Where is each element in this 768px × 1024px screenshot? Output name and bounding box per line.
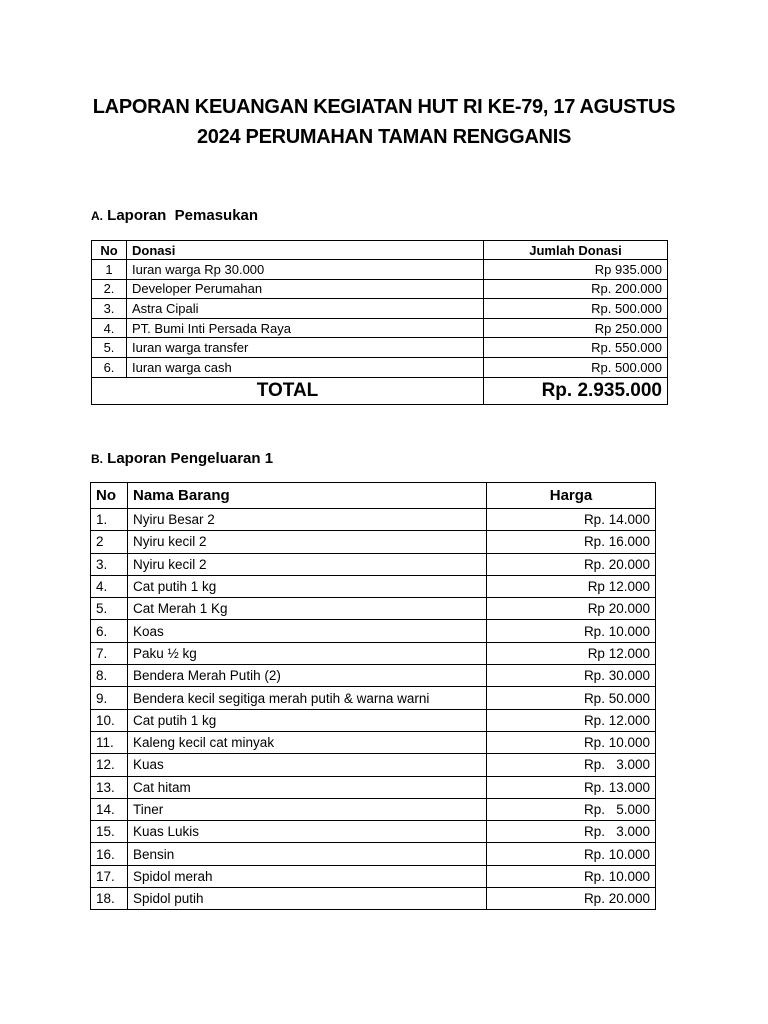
expense-table-row	[91, 843, 656, 865]
expense-cell-no: 18.	[91, 888, 128, 910]
expense-table-header-row	[91, 483, 656, 509]
expense-header-name: Nama Barang	[128, 483, 487, 509]
expense-cell-name: Cat hitam	[128, 776, 487, 798]
income-cell-no: 3.	[92, 299, 127, 319]
income-cell-name: PT. Bumi Inti Persada Raya	[127, 318, 484, 338]
expense-cell-name: Spidol merah	[128, 865, 487, 887]
expense-cell-no: 13.	[91, 776, 128, 798]
income-section-heading	[91, 207, 258, 224]
income-table-header-row	[92, 241, 668, 260]
expense-header-amount: Harga	[487, 483, 656, 509]
income-table	[91, 240, 668, 405]
income-cell-no: 6.	[92, 357, 127, 377]
expense-cell-name: Kuas	[128, 754, 487, 776]
income-cell-no: 5.	[92, 338, 127, 358]
expense-table-row	[91, 598, 656, 620]
expense-table-row	[91, 642, 656, 664]
expense-cell-name: Koas	[128, 620, 487, 642]
expense-table-row	[91, 731, 656, 753]
expense-cell-amount: Rp. 10.000	[487, 620, 656, 642]
expense-section-title: Laporan Pengeluaran 1	[107, 450, 274, 467]
expense-cell-amount: Rp. 13.000	[487, 776, 656, 798]
expense-cell-no: 17.	[91, 865, 128, 887]
expense-cell-name: Bendera kecil segitiga merah putih & warna warni	[128, 687, 487, 709]
income-table-row	[92, 279, 668, 299]
expense-cell-amount: Rp. 12.000	[487, 709, 656, 731]
expense-cell-no: 15.	[91, 821, 128, 843]
income-cell-name: Iuran warga cash	[127, 357, 484, 377]
expense-table-row	[91, 665, 656, 687]
expense-table	[90, 482, 656, 910]
expense-cell-amount: Rp. 10.000	[487, 865, 656, 887]
expense-cell-amount: Rp. 14.000	[487, 509, 656, 531]
expense-cell-amount: Rp. 16.000	[487, 531, 656, 553]
expense-table-row	[91, 553, 656, 575]
expense-cell-name: Nyiru kecil 2	[128, 531, 487, 553]
expense-section-letter: B.	[91, 452, 103, 466]
expense-cell-amount: Rp. 20.000	[487, 888, 656, 910]
income-total-row	[92, 377, 668, 404]
expense-cell-name: Nyiru Besar 2	[128, 509, 487, 531]
expense-cell-amount: Rp. 20.000	[487, 553, 656, 575]
expense-table-row	[91, 709, 656, 731]
expense-table-row	[91, 776, 656, 798]
expense-table-row	[91, 798, 656, 820]
expense-cell-no: 12.	[91, 754, 128, 776]
expense-cell-name: Cat Merah 1 Kg	[128, 598, 487, 620]
expense-cell-amount: Rp. 10.000	[487, 843, 656, 865]
expense-cell-no: 10.	[91, 709, 128, 731]
expense-cell-amount: Rp. 3.000	[487, 754, 656, 776]
expense-table-row	[91, 531, 656, 553]
expense-cell-no: 3.	[91, 553, 128, 575]
income-cell-amount: Rp. 200.000	[484, 279, 668, 299]
expense-cell-name: Bendera Merah Putih (2)	[128, 665, 487, 687]
income-header-name: Donasi	[127, 241, 484, 260]
expense-cell-name: Spidol putih	[128, 888, 487, 910]
expense-cell-name: Paku ½ kg	[128, 642, 487, 664]
expense-cell-no: 2	[91, 531, 128, 553]
income-cell-amount: Rp 935.000	[484, 260, 668, 280]
expense-cell-amount: Rp 12.000	[487, 575, 656, 597]
income-total-label: TOTAL	[92, 377, 484, 404]
expense-section-heading	[91, 450, 273, 467]
expense-cell-name: Kuas Lukis	[128, 821, 487, 843]
document-title-line-1: LAPORAN KEUANGAN KEGIATAN HUT RI KE-79, 17 AGUSTUS	[92, 96, 676, 118]
income-cell-amount: Rp 250.000	[484, 318, 668, 338]
expense-cell-no: 11.	[91, 731, 128, 753]
expense-cell-no: 9.	[91, 687, 128, 709]
expense-table-row	[91, 754, 656, 776]
income-section-letter: A.	[91, 209, 103, 223]
expense-cell-amount: Rp. 50.000	[487, 687, 656, 709]
expense-table-row	[91, 821, 656, 843]
expense-cell-name: Bensin	[128, 843, 487, 865]
income-header-amount: Jumlah Donasi	[484, 241, 668, 260]
expense-cell-no: 6.	[91, 620, 128, 642]
expense-cell-name: Cat putih 1 kg	[128, 575, 487, 597]
income-cell-amount: Rp. 500.000	[484, 299, 668, 319]
expense-cell-name: Nyiru kecil 2	[128, 553, 487, 575]
income-cell-amount: Rp. 550.000	[484, 338, 668, 358]
income-table-row	[92, 357, 668, 377]
expense-table-row	[91, 888, 656, 910]
expense-cell-no: 5.	[91, 598, 128, 620]
expense-table-row	[91, 509, 656, 531]
income-cell-name: Developer Perumahan	[127, 279, 484, 299]
document-title-line-2: 2024 PERUMAHAN TAMAN RENGGANIS	[196, 126, 571, 148]
expense-cell-name: Kaleng kecil cat minyak	[128, 731, 487, 753]
expense-cell-amount: Rp. 10.000	[487, 731, 656, 753]
expense-cell-no: 16.	[91, 843, 128, 865]
income-table-row	[92, 338, 668, 358]
expense-cell-name: Cat putih 1 kg	[128, 709, 487, 731]
expense-cell-amount: Rp. 5.000	[487, 798, 656, 820]
income-table-row	[92, 260, 668, 280]
income-section-title: Laporan Pemasukan	[107, 207, 259, 224]
expense-table-row	[91, 687, 656, 709]
expense-cell-amount: Rp. 30.000	[487, 665, 656, 687]
expense-table-row	[91, 575, 656, 597]
expense-cell-amount: Rp 20.000	[487, 598, 656, 620]
document-title	[60, 92, 708, 152]
expense-table-row	[91, 865, 656, 887]
expense-table-row	[91, 620, 656, 642]
expense-header-no: No	[91, 483, 128, 509]
expense-cell-no: 7.	[91, 642, 128, 664]
income-cell-name: Iuran warga transfer	[127, 338, 484, 358]
income-table-row	[92, 299, 668, 319]
expense-cell-amount: Rp 12.000	[487, 642, 656, 664]
expense-cell-name: Tiner	[128, 798, 487, 820]
income-cell-name: Iuran warga Rp 30.000	[127, 260, 484, 280]
expense-cell-no: 1.	[91, 509, 128, 531]
income-total-value: Rp. 2.935.000	[484, 377, 668, 404]
income-cell-no: 2.	[92, 279, 127, 299]
expense-cell-no: 4.	[91, 575, 128, 597]
income-cell-amount: Rp. 500.000	[484, 357, 668, 377]
income-header-no: No	[92, 241, 127, 260]
expense-cell-no: 14.	[91, 798, 128, 820]
income-cell-no: 1	[92, 260, 127, 280]
income-cell-no: 4.	[92, 318, 127, 338]
expense-cell-no: 8.	[91, 665, 128, 687]
expense-cell-amount: Rp. 3.000	[487, 821, 656, 843]
income-cell-name: Astra Cipali	[127, 299, 484, 319]
income-table-row	[92, 318, 668, 338]
